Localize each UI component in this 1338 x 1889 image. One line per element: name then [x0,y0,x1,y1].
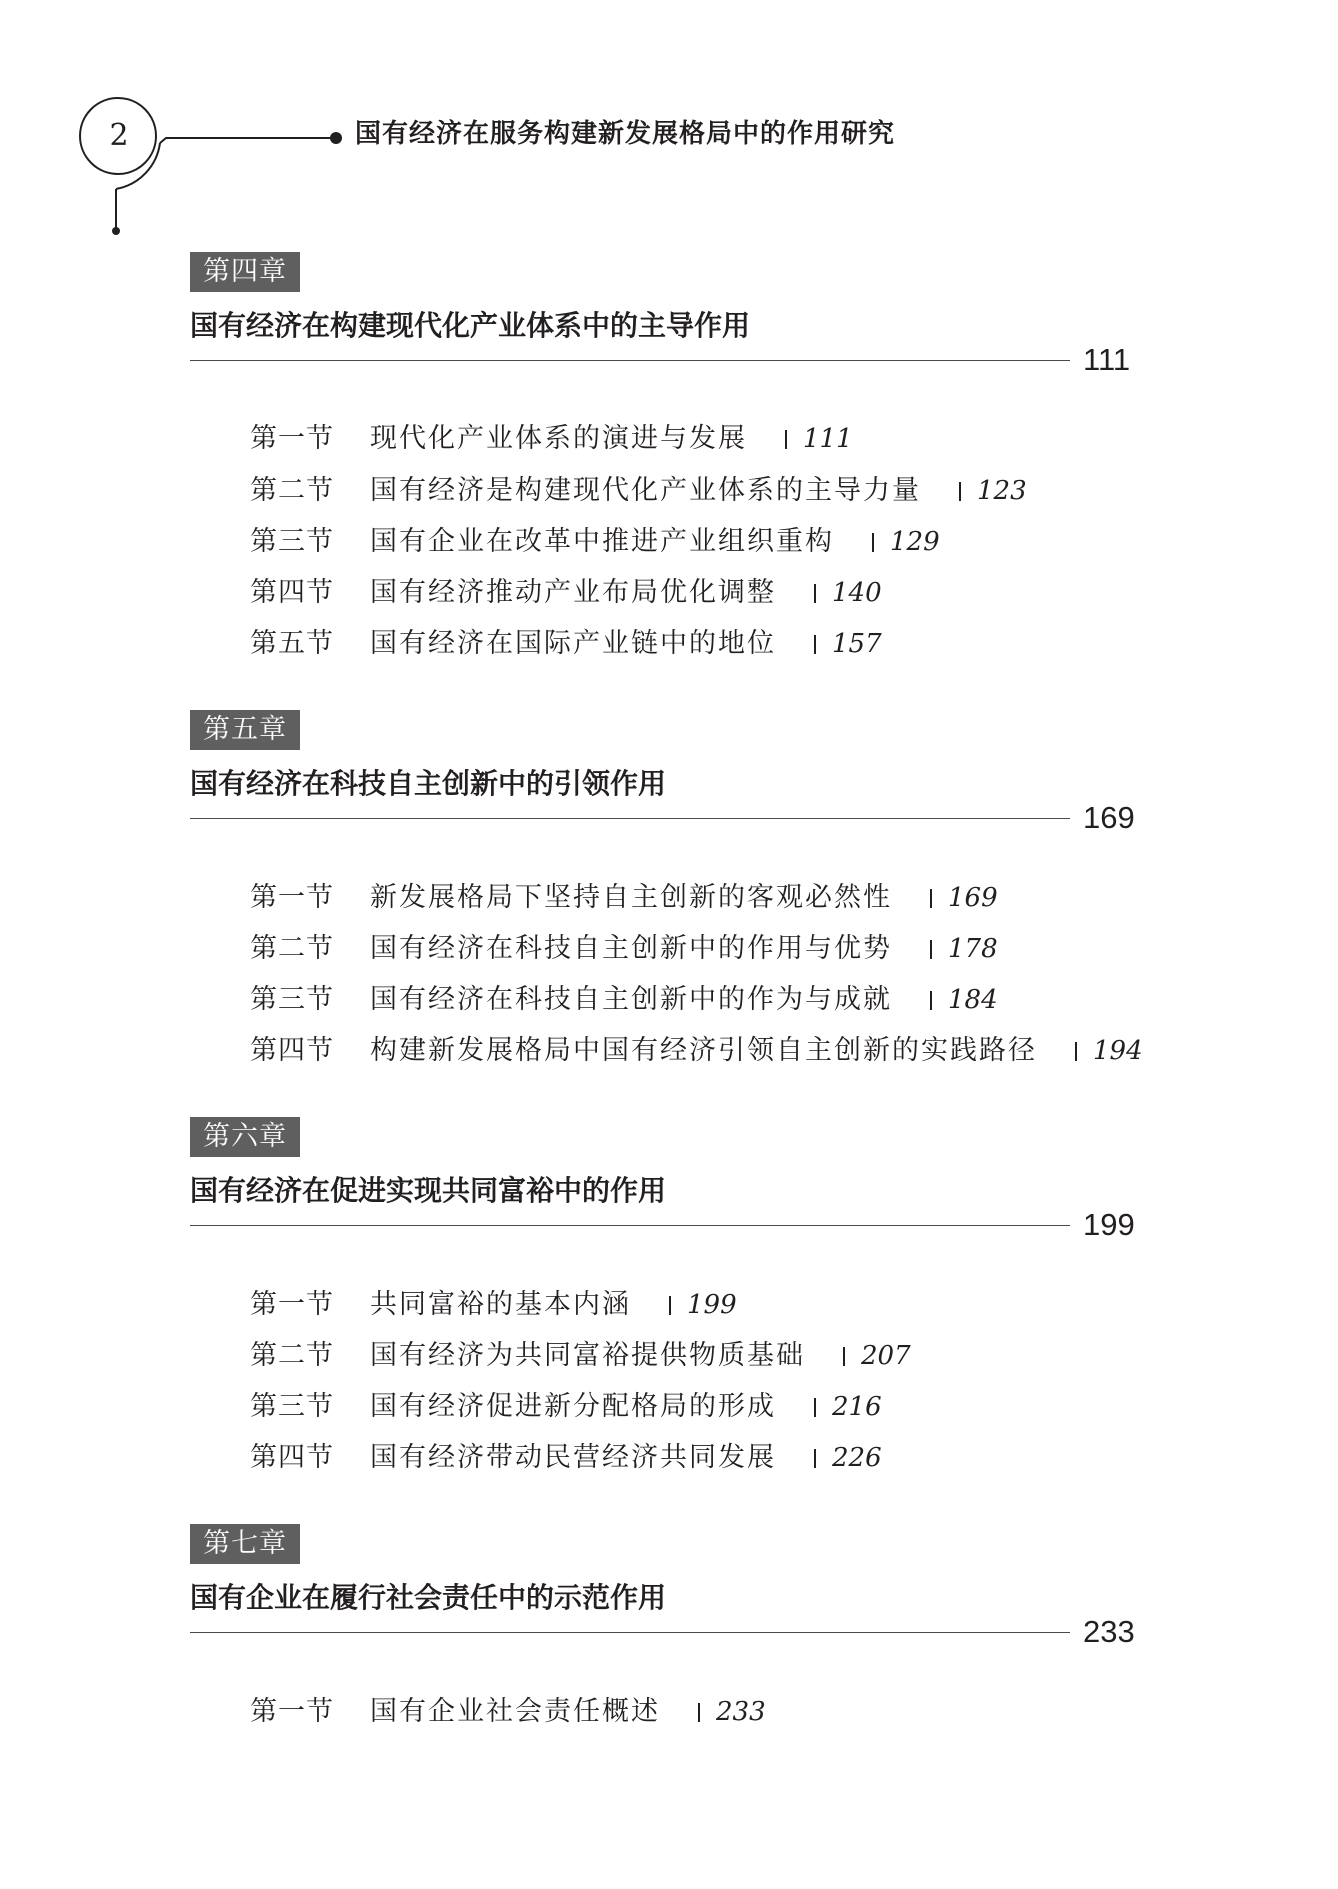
section-label: 第二节 [250,933,334,964]
toc-entry[interactable] [250,980,998,1020]
page-separator [930,889,932,908]
section-title: 国有经济带动民营经济共同发展 [370,1442,776,1473]
section-title: 国有经济是构建现代化产业体系的主导力量 [370,475,921,506]
toc-entry[interactable] [250,624,882,664]
chapter-title[interactable]: 国有经济在构建现代化产业体系中的主导作用 [190,309,751,342]
section-title: 国有企业在改革中推进产业组织重构 [370,526,834,557]
page-separator [1075,1042,1077,1061]
running-title: 国有经济在服务构建新发展格局中的作用研究 [355,119,896,149]
page-separator [785,430,787,449]
page-separator [872,533,874,552]
page-separator [843,1347,845,1366]
toc-entry[interactable] [250,878,998,918]
section-label: 第三节 [250,1391,334,1422]
chapter-7 [190,1524,1150,1649]
section-label: 第三节 [250,984,334,1015]
chapter-rule [190,1632,1070,1633]
section-page-number: 178 [948,934,998,964]
section-label: 第一节 [250,1289,334,1320]
section-title: 国有企业社会责任概述 [370,1696,660,1727]
toc-entry[interactable] [250,573,882,613]
page-separator [814,635,816,654]
section-label: 第四节 [250,1442,334,1473]
chapter-5 [190,710,1150,835]
toc-entry[interactable] [250,471,1027,511]
chapter-badge: 第四章 [190,252,300,292]
section-title: 现代化产业体系的演进与发展 [370,423,747,454]
section-label: 第一节 [250,882,334,913]
section-page-number: 123 [977,476,1027,506]
chapter-page-number: 199 [1083,1207,1135,1242]
section-page-number: 140 [832,578,882,608]
page-separator [930,940,932,959]
toc-entry[interactable] [250,1692,766,1732]
page-separator [698,1703,700,1722]
section-label: 第二节 [250,1340,334,1371]
page-separator [814,1449,816,1468]
page-separator [959,482,961,501]
toc-entry[interactable] [250,1336,911,1376]
section-title: 构建新发展格局中国有经济引领自主创新的实践路径 [370,1035,1037,1066]
section-page-number: 157 [832,629,882,659]
page-separator [930,991,932,1010]
section-page-number: 111 [803,424,853,454]
toc-entry[interactable] [250,1438,882,1478]
section-page-number: 129 [890,527,940,557]
section-title: 国有经济为共同富裕提供物质基础 [370,1340,805,1371]
section-label: 第一节 [250,1696,334,1727]
chapter-badge: 第七章 [190,1524,300,1564]
page-separator [669,1296,671,1315]
section-page-number: 184 [948,985,998,1015]
section-title: 共同富裕的基本内涵 [370,1289,631,1320]
chapter-page-number: 233 [1083,1614,1135,1649]
section-label: 第五节 [250,628,334,659]
toc-entry[interactable] [250,419,853,459]
section-page-number: 207 [861,1341,911,1371]
chapter-title[interactable]: 国有经济在科技自主创新中的引领作用 [190,767,667,800]
page-separator [814,1398,816,1417]
toc-entry[interactable] [250,1285,737,1325]
chapter-page-number: 169 [1083,800,1135,835]
section-page-number: 216 [832,1392,882,1422]
chapter-rule [190,1225,1070,1226]
toc-entry[interactable] [250,1031,1143,1071]
section-page-number: 233 [716,1697,766,1727]
chapter-title[interactable]: 国有经济在促进实现共同富裕中的作用 [190,1174,667,1207]
section-label: 第四节 [250,577,334,608]
chapter-badge: 第六章 [190,1117,300,1157]
section-page-number: 169 [948,883,998,913]
chapter-rule [190,360,1070,361]
toc-entry[interactable] [250,522,940,562]
toc-entry[interactable] [250,1387,882,1427]
section-title: 国有经济推动产业布局优化调整 [370,577,776,608]
section-label: 第三节 [250,526,334,557]
chapter-title[interactable]: 国有企业在履行社会责任中的示范作用 [190,1581,667,1614]
chapter-4 [190,252,1150,377]
section-label: 第二节 [250,475,334,506]
section-label: 第四节 [250,1035,334,1066]
section-page-number: 199 [687,1290,737,1320]
section-title: 国有经济在国际产业链中的地位 [370,628,776,659]
page-separator [814,584,816,603]
section-title: 国有经济在科技自主创新中的作为与成就 [370,984,892,1015]
section-page-number: 194 [1093,1036,1143,1066]
chapter-badge: 第五章 [190,710,300,750]
toc-entry[interactable] [250,929,998,969]
chapter-6 [190,1117,1150,1242]
section-title: 新发展格局下坚持自主创新的客观必然性 [370,882,892,913]
section-page-number: 226 [832,1443,882,1473]
section-title: 国有经济促进新分配格局的形成 [370,1391,776,1422]
chapter-rule [190,818,1070,819]
section-label: 第一节 [250,423,334,454]
page-number: 2 [109,118,129,153]
section-title: 国有经济在科技自主创新中的作用与优势 [370,933,892,964]
chapter-page-number: 111 [1083,342,1131,377]
